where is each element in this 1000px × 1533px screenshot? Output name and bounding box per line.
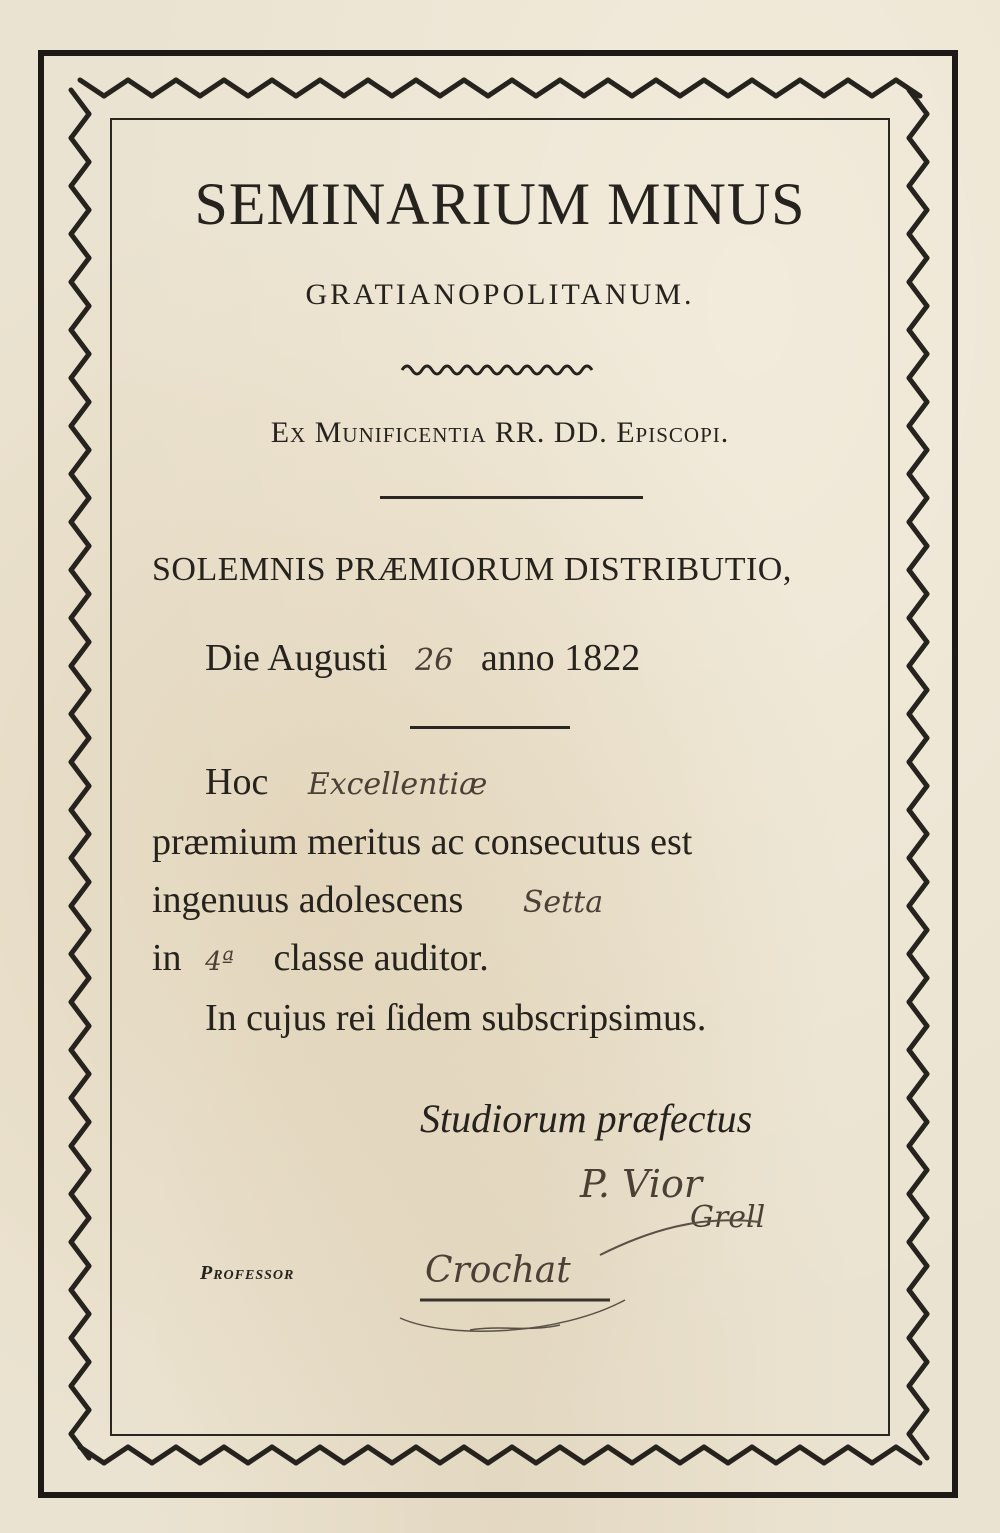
date-day-handwritten: 26 (415, 643, 454, 678)
hoc-label: Hoc (205, 761, 269, 803)
prefect-signature: P. Vior (580, 1162, 702, 1206)
patronage-line: Ex Munificentia RR. DD. Episcopi. (270, 416, 730, 449)
professor-signature: Crochat (425, 1250, 571, 1291)
fidem-line: In cujus rei ſidem subscripsimus. (205, 997, 707, 1039)
title: SEMINARIUM MINUS (194, 171, 806, 237)
ingenuus-text: ingenuus adolescens (152, 879, 464, 921)
praemium-line: præmium meritus ac consecutus est (152, 821, 693, 863)
classe-text: classe auditor. (273, 937, 489, 979)
class-handwritten: 4ª (205, 947, 234, 977)
subtitle: GRATIANOPOLITANUM. (305, 278, 695, 311)
prefect-signature-second: Grell (690, 1200, 766, 1235)
prize-handwritten: Excellentiæ (307, 767, 488, 802)
student-name-handwritten: Setta (522, 885, 604, 920)
in-text: in (152, 937, 182, 979)
professor-label: Professor (200, 1262, 295, 1284)
date-year: 1822 (564, 637, 641, 679)
date-prefix: Die Augusti (205, 637, 388, 679)
date-middle: anno (480, 637, 555, 679)
prefect-label: Studiorum præfectus (420, 1096, 753, 1141)
event-title: SOLEMNIS PRÆMIORUM DISTRIBUTIO, (152, 551, 792, 588)
